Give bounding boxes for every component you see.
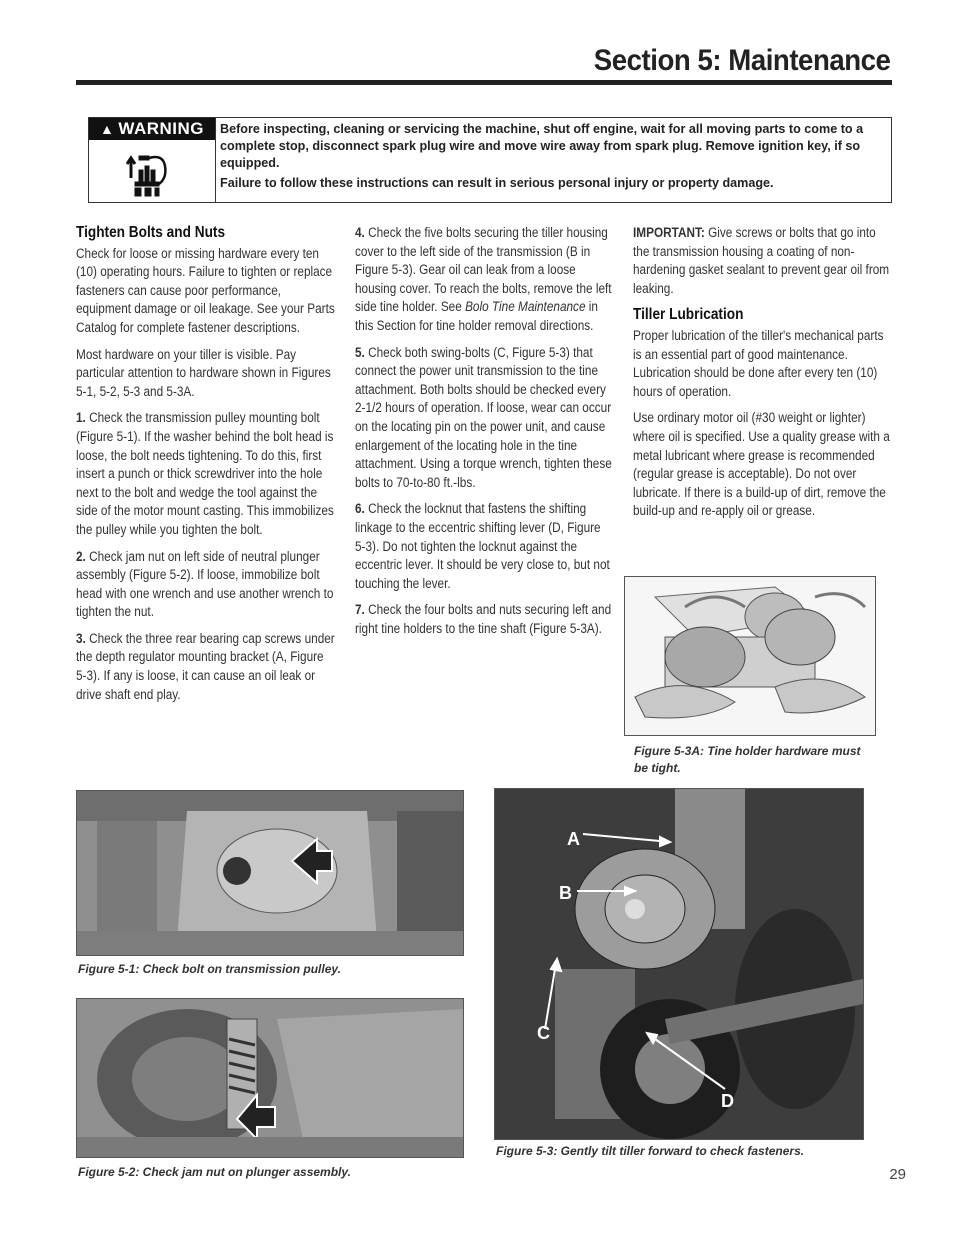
label-c: C [537,1023,550,1043]
column-3 [633,224,895,529]
list-item-number: 5. [355,344,365,360]
page-number: 29 [889,1166,906,1183]
list-item [355,601,614,638]
paragraph: Check for loose or missing hardware every ten (10) operating hours. Failure to tighten or replace fasteners can cause poor performance, equipment damage or oil leakage. See your Parts Catalog for complete fastener descriptions. [76,245,335,335]
heading-tighten-bolts: Tighten Bolts and Nuts [76,224,226,241]
list-item [76,630,337,704]
list-item-text: Check the four bolts and nuts securing left and right tine holders to the tine shaft (Figure 5-3A). [355,602,612,636]
important-text: Give screws or bolts that go into the transmission housing a coating of non-hardening gasket sealant to prevent gear oil from leaking. [633,225,890,296]
paragraph: Use ordinary motor oil (#30 weight or lighter) where oil is specified. Use a quality grease with a metal lubricant where grease is recommended (regular grease is acceptable). Do not over lubricate. If there is a build-up of dirt, remove the build-up and re-apply oil or grease. [633,410,890,519]
list-item [355,344,614,493]
figure-5-1-image [76,790,464,956]
warning-box [88,117,892,203]
warning-divider [215,118,216,202]
column-1 [76,224,338,712]
list-item-text: Check the three rear bearing cap screws under the depth regulator mounting bracket (A, Figure 5-3). If any is loose, it can cause an oil leak or drive shaft end play. [76,630,335,702]
list-item-number: 3. [76,630,86,646]
list-item [76,409,337,539]
column-2 [355,224,615,646]
warning-text [220,121,885,192]
paragraph: Proper lubrication of the tiller's mechanical parts is an essential part of good maintenance. Lubrication should be done after every ten (10) hours of operation. [633,327,884,399]
tine-holder-illustration [625,577,875,735]
figure-5-2-caption: Figure 5-2: Check jam nut on plunger assembly. [78,1165,351,1179]
important-note [633,224,894,298]
title-rule [76,80,892,85]
warning-line-2: Failure to follow these instructions can result in serious personal injury or property damage. [220,176,774,190]
list-item-text: Check jam nut on left side of neutral plunger assembly (Figure 5-2). If loose, immobilize bolt head with one wrench and use another wrench to tighten the nut. [76,548,334,620]
transmission-pulley-photo [77,791,463,955]
label-b: B [559,883,572,903]
figure-5-3a-image [624,576,876,736]
tiller-fasteners-photo [495,789,863,1139]
warning-badge [89,118,215,140]
label-d: D [721,1091,734,1111]
section-title: Section 5: Maintenance [593,44,890,77]
list-item [355,500,614,593]
list-item-text: Check both swing-bolts (C, Figure 5-3) that connect the power unit transmission to the tine attachment. Both bolts should be checked every 2-1/2 hours of operation. If loose, wear can occur on the locating pin on the power unit, and cause enlargement of the locating hole in the tine attachment. Using a torque wrench, tighten these bolts to 70-to-80 ft.-lbs. [355,344,612,490]
list-item-text: Check the transmission pulley mounting bolt (Figure 5-1). If the washer behind the bolt head is loose, the bolt needs tightening. To do this, first insert a punch or thick screwdriver into the hole next to the bolt and wedge the tool against the side of the motor mount casting. This immobilizes the pulley while you tighten the bolt. [76,410,334,537]
figure-5-3-caption: Figure 5-3: Gently tilt tiller forward to check fasteners. [496,1144,805,1158]
list-item-number: 2. [76,548,86,564]
list-item-number: 6. [355,501,365,517]
list-item [76,548,337,622]
list-item-text: Check the locknut that fastens the shifting linkage to the eccentric shifting lever (D, Figure 5-3). Do not tighten the locknut against the eccentric lever. It should be very close to, but not touching the lever. [355,501,610,591]
figure-5-2-image [76,998,464,1158]
heading-tiller-lubrication: Tiller Lubrication [633,306,744,324]
important-label: IMPORTANT: [633,225,705,240]
list-item-text: in this Section for tine holder removal directions. [355,299,598,333]
label-a: A [567,829,580,849]
spark-plug-disconnect-icon [105,148,201,198]
list-item-text: Check the five bolts securing the tiller housing cover to the left side of the transmission (B in Figure 5-3). Gear oil can leak from a loose housing cover. To reach the bolts, remove the left side tine holder. See [355,225,612,315]
paragraph: Most hardware on your tiller is visible. Pay particular attention to hardware shown in Figures 5-1, 5-2, 5-3 and 5-3A. [76,346,331,399]
cross-reference: Bolo Tine Maintenance [465,299,586,315]
list-item [355,224,614,336]
figure-5-3-image [494,788,864,1140]
plunger-assembly-photo [77,999,463,1157]
figure-5-1-caption: Figure 5-1: Check bolt on transmission pulley. [78,962,341,976]
warning-line-1: Before inspecting, cleaning or servicing the machine, shut off engine, wait for all moving parts to come to a complete stop, disconnect spark plug wire and move wire away from spark plug. Remove ignition key, if so equipped. [220,122,864,170]
warning-badge-label: WARNING [118,119,205,138]
list-item-number: 7. [355,602,365,618]
list-item-number: 4. [355,225,365,240]
list-item-number: 1. [76,410,86,426]
warning-triangle-icon: ▲ [99,121,115,137]
figure-5-3a-caption: Figure 5-3A: Tine holder hardware must be tight. [634,744,861,775]
